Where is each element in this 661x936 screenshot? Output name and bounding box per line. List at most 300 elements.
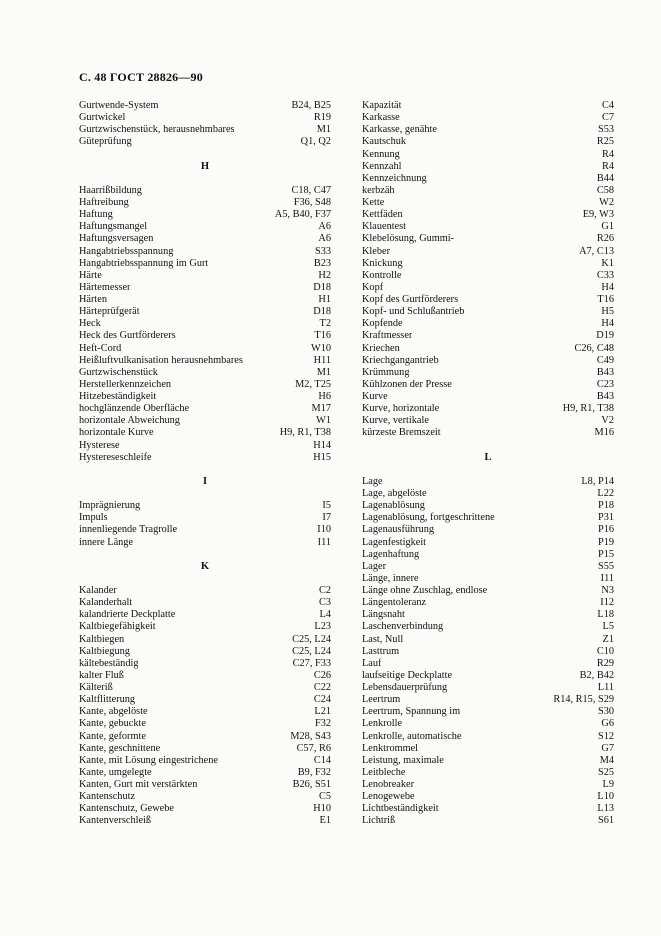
index-term: Kriechgangantrieb (362, 354, 439, 366)
index-term: Kontrolle (362, 269, 402, 281)
index-reference: C5 (318, 791, 331, 803)
index-reference: C26, C48 (574, 342, 614, 354)
index-term: laufseitige Deckplatte (362, 669, 453, 681)
index-entry (362, 561, 614, 573)
index-reference: B23 (313, 257, 331, 269)
index-reference: H9, R1, T38 (279, 427, 331, 439)
index-term: Lenktrommel (362, 742, 419, 754)
index-term: Haftreibung (79, 197, 129, 208)
index-column-right (362, 100, 614, 828)
section-letter-heading: I (202, 475, 208, 487)
index-reference: L8, P14 (581, 475, 614, 487)
index-reference: M1 (316, 124, 331, 136)
index-term: Kriechen (362, 342, 400, 354)
index-entry (79, 537, 331, 549)
index-term: Kaltbiegefähigkeit (79, 621, 156, 633)
index-entry (362, 718, 614, 730)
index-entry (79, 258, 331, 270)
index-reference: A5, B40, F37 (274, 209, 331, 221)
index-entry (362, 282, 614, 294)
index-entry (362, 355, 614, 367)
index-reference: A6 (318, 221, 331, 233)
index-reference: F32 (314, 718, 331, 730)
index-reference: T16 (597, 294, 614, 305)
index-reference: P16 (597, 524, 614, 536)
index-reference: V2 (601, 415, 614, 427)
index-reference: L18 (597, 609, 614, 621)
index-term: Härtemesser (79, 281, 131, 293)
index-entry (362, 258, 614, 270)
section-letter-heading: K (200, 560, 210, 572)
section-spacer (362, 440, 614, 452)
index-entry (362, 743, 614, 755)
index-term: Kühlzonen der Presse (362, 378, 452, 390)
index-entry (79, 682, 331, 694)
index-reference: S61 (597, 815, 614, 827)
index-term: Heißluftvulkanisation herausnehmbares (79, 354, 243, 366)
index-reference: L21 (314, 706, 331, 718)
index-reference: L4 (319, 609, 331, 621)
section-spacer (79, 488, 331, 500)
index-reference: D19 (596, 330, 614, 342)
index-reference: E9, W3 (582, 209, 614, 221)
index-entry (79, 246, 331, 258)
index-reference: S12 (597, 730, 614, 742)
index-entry (79, 815, 331, 827)
index-reference: C33 (596, 269, 614, 281)
section-spacer (79, 149, 331, 161)
index-term: Kraftmesser (362, 330, 413, 342)
index-entry (362, 476, 614, 488)
index-entry (79, 597, 331, 609)
index-entry (362, 427, 614, 439)
index-term: Lichtriß (362, 815, 396, 827)
index-entry (362, 197, 614, 209)
index-reference: T16 (314, 330, 331, 342)
index-term: Leitbleche (362, 766, 406, 778)
index-reference: L22 (597, 488, 614, 499)
index-entry (362, 415, 614, 427)
index-entry (79, 779, 331, 791)
index-entry (79, 512, 331, 524)
index-reference: W2 (599, 197, 614, 208)
index-term: Lichtbeständigkeit (362, 803, 439, 815)
index-term: Kaltflitterung (79, 694, 136, 706)
index-reference: W10 (310, 342, 331, 354)
index-reference: C7 (601, 112, 614, 124)
index-entry (79, 440, 331, 452)
index-entry (362, 112, 614, 124)
index-entry (79, 221, 331, 233)
index-entry (362, 779, 614, 791)
index-entry (79, 403, 331, 415)
index-reference: I7 (322, 512, 331, 524)
index-entry (362, 318, 614, 330)
index-term: Kante, gebuckte (79, 718, 146, 730)
index-term: Kante, mit Lösung eingestrichene (79, 754, 218, 766)
section-spacer (79, 464, 331, 476)
index-entry (362, 185, 614, 197)
index-term: Laschenverbindung (362, 621, 444, 633)
index-reference: H6 (318, 391, 331, 402)
index-entry (79, 306, 331, 318)
index-reference: H4 (601, 281, 614, 293)
index-term: Lagenablösung (362, 500, 425, 512)
index-term: Kautschuk (362, 136, 407, 148)
index-reference: M1 (316, 366, 331, 378)
index-term: Lager (362, 560, 387, 572)
index-entry (79, 427, 331, 439)
index-entry (79, 355, 331, 367)
index-term: Kopfende (362, 318, 403, 330)
index-term: Kopf des Gurtförderers (362, 294, 459, 305)
index-entry (362, 221, 614, 233)
index-entry (79, 294, 331, 306)
index-entry (362, 124, 614, 136)
index-reference: L10 (597, 791, 614, 803)
index-term: Heck des Gurtförderers (79, 330, 176, 342)
index-term: Lagenausführung (362, 524, 435, 536)
index-term: kalter Fluß (79, 669, 124, 681)
index-reference: L9 (602, 779, 614, 790)
index-reference: H11 (313, 354, 331, 366)
index-entry (362, 791, 614, 803)
index-term: kürzeste Bremszeit (362, 427, 441, 439)
index-reference: G1 (601, 221, 614, 233)
index-reference: P19 (597, 536, 614, 548)
index-reference: H10 (313, 803, 331, 815)
index-term: Kennzeichnung (362, 172, 427, 184)
index-term: Längentoleranz (362, 597, 427, 609)
index-entry (79, 646, 331, 658)
index-reference: P15 (597, 548, 614, 560)
index-reference: C22 (313, 682, 331, 693)
index-entry (79, 670, 331, 682)
index-reference: B44 (596, 172, 614, 184)
index-reference: S25 (597, 766, 614, 778)
index-term: Kurve (362, 391, 388, 402)
index-term: Härte (79, 269, 102, 281)
index-entry (79, 621, 331, 633)
index-term: Karkasse, genähte (362, 124, 437, 136)
index-reference: M28, S43 (290, 730, 331, 742)
index-reference: B43 (596, 366, 614, 378)
page-header: С. 48 ГОСТ 28826—90 (79, 70, 203, 84)
index-reference: L13 (597, 803, 614, 815)
index-term: Klauentest (362, 221, 407, 233)
index-entry (79, 367, 331, 379)
index-reference: C25, L24 (292, 633, 331, 645)
index-entry (362, 233, 614, 245)
index-entry (79, 743, 331, 755)
index-term: Länge ohne Zuschlag, endlose (362, 585, 488, 596)
index-entry (362, 246, 614, 258)
index-reference: R25 (596, 136, 614, 148)
index-reference: H5 (601, 306, 614, 318)
index-term: Leistung, maximale (362, 754, 444, 766)
index-reference: S33 (314, 245, 331, 257)
index-term: kerbzäh (362, 184, 395, 196)
index-entry (79, 524, 331, 536)
index-entry (79, 391, 331, 403)
index-term: Kopf (362, 281, 384, 293)
section-spacer (79, 549, 331, 561)
index-reference: H2 (318, 269, 331, 281)
section-spacer (362, 464, 614, 476)
index-term: Kante, geschnittene (79, 742, 161, 754)
index-term: Güteprüfung (79, 136, 132, 148)
index-entry (362, 343, 614, 355)
index-reference: R4 (601, 160, 614, 172)
index-term: Herstellerkennzeichen (79, 378, 172, 390)
index-term: Gurtzwischenstück (79, 366, 158, 378)
index-term: Lenogewebe (362, 791, 415, 803)
index-reference: B9, F32 (297, 766, 331, 778)
index-entry (79, 803, 331, 815)
index-entry (362, 136, 614, 148)
index-term: Kennzahl (362, 160, 402, 172)
index-reference: S30 (597, 706, 614, 718)
index-term: Kalanderhalt (79, 597, 133, 609)
index-term: Härteprüfgerät (79, 306, 140, 318)
index-reference: Q1, Q2 (300, 136, 331, 148)
index-entry (362, 391, 614, 403)
index-entry (79, 694, 331, 706)
index-reference: S55 (597, 560, 614, 572)
index-term: Kaltbiegen (79, 633, 125, 645)
index-entry (362, 403, 614, 415)
index-reference: H4 (601, 318, 614, 330)
index-reference: B24, B25 (291, 100, 331, 111)
index-term: Klebelösung, Gummi- (362, 233, 455, 245)
index-term: Kettfäden (362, 209, 403, 221)
index-reference: D18 (313, 306, 331, 318)
index-entry (79, 658, 331, 670)
index-term: Gurtzwischenstück, herausnehmbares (79, 124, 235, 136)
index-reference: C49 (596, 354, 614, 366)
index-term: Hangabtriebsspannung (79, 245, 174, 257)
index-entry (362, 173, 614, 185)
index-term: Krümmung (362, 366, 410, 378)
index-entry (362, 524, 614, 536)
index-reference: B26, S51 (292, 779, 331, 790)
index-term: Kalander (79, 585, 117, 596)
index-reference: C2 (318, 585, 331, 596)
index-reference: C26 (313, 669, 331, 681)
index-entry (362, 500, 614, 512)
index-entry (79, 270, 331, 282)
index-term: Lenobreaker (362, 779, 415, 790)
index-term: Länge, innere (362, 572, 419, 584)
index-term: Kantenverschleiß (79, 815, 152, 827)
index-entry (362, 682, 614, 694)
index-term: Haftungsversagen (79, 233, 154, 245)
index-term: Knickung (362, 257, 403, 269)
index-term: Hangabtriebsspannung im Gurt (79, 257, 209, 269)
section-spacer (79, 173, 331, 185)
index-reference: M2, T25 (295, 378, 331, 390)
index-entry (362, 634, 614, 646)
index-term: Leertrum, Spannung im (362, 706, 461, 718)
index-entry (362, 161, 614, 173)
index-term: Kante, geformte (79, 730, 146, 742)
index-term: Hitzebeständigkeit (79, 391, 157, 402)
index-term: Kante, abgelöste (79, 706, 148, 718)
index-term: kältebeständig (79, 657, 139, 669)
index-reference: P18 (597, 500, 614, 512)
index-entry (79, 112, 331, 124)
index-entry (79, 755, 331, 767)
index-entry (362, 658, 614, 670)
index-reference: Z1 (602, 633, 614, 645)
index-entry (362, 537, 614, 549)
index-term: horizontale Abweichung (79, 415, 180, 427)
index-entry (362, 585, 614, 597)
index-entry (362, 209, 614, 221)
index-reference: T2 (319, 318, 331, 330)
index-reference: W1 (316, 415, 331, 427)
index-reference: H15 (313, 451, 331, 463)
index-reference: A7, C13 (579, 245, 614, 257)
index-entry (79, 282, 331, 294)
index-entry (362, 512, 614, 524)
index-term: Heck (79, 318, 101, 330)
index-term: Lagenfestigkeit (362, 536, 427, 548)
index-term: Kleber (362, 245, 391, 257)
index-term: Karkasse (362, 112, 400, 124)
index-term: Kopf- und Schlußantrieb (362, 306, 465, 318)
index-entry (362, 621, 614, 633)
index-reference: C57, R6 (296, 742, 331, 754)
index-reference: N3 (601, 585, 614, 596)
index-entry (362, 609, 614, 621)
index-entry (362, 367, 614, 379)
index-entry (362, 100, 614, 112)
index-reference: H14 (313, 439, 331, 451)
index-term: Kapazität (362, 100, 402, 111)
index-term: Härten (79, 294, 108, 305)
index-reference: C4 (601, 100, 614, 111)
index-entry (362, 670, 614, 682)
index-entry (362, 549, 614, 561)
index-reference: L11 (597, 682, 614, 693)
index-term: Kurve, horizontale (362, 403, 440, 415)
index-reference: G7 (601, 742, 614, 754)
index-reference: D18 (313, 281, 331, 293)
index-term: Gurtwende-System (79, 100, 159, 111)
index-column-left (79, 100, 331, 828)
index-reference: R26 (596, 233, 614, 245)
index-entry (362, 755, 614, 767)
index-reference: C24 (313, 694, 331, 706)
index-entry (79, 136, 331, 148)
index-term: Heft-Cord (79, 342, 122, 354)
index-term: Imprägnierung (79, 500, 141, 512)
index-entry (362, 815, 614, 827)
index-entry (79, 209, 331, 221)
index-reference: R19 (313, 112, 331, 124)
index-term: Haarrißbildung (79, 184, 142, 196)
index-entry (362, 306, 614, 318)
section-letter-heading: H (200, 160, 210, 172)
index-term: Lagenablösung, fortgeschrittene (362, 512, 495, 524)
index-entry (79, 585, 331, 597)
index-term: hochglänzende Oberfläche (79, 403, 190, 415)
index-entry (79, 330, 331, 342)
index-entry (79, 731, 331, 743)
index-reference: C14 (313, 754, 331, 766)
index-reference: P31 (597, 512, 614, 524)
index-term: Kante, umgelegte (79, 766, 152, 778)
index-reference: L23 (314, 621, 331, 633)
index-term: Hysterese (79, 439, 120, 451)
index-term: Haftungsmangel (79, 221, 148, 233)
index-reference: I10 (317, 524, 331, 536)
index-entry (79, 318, 331, 330)
index-reference: C58 (596, 184, 614, 196)
index-entry (362, 646, 614, 658)
index-entry (79, 185, 331, 197)
index-term: Kantenschutz, Gewebe (79, 803, 174, 815)
section-letter-heading: L (484, 451, 492, 463)
index-entry (79, 767, 331, 779)
index-reference: C27, F33 (292, 657, 331, 669)
index-term: Haftung (79, 209, 113, 221)
index-term: Gurtwickel (79, 112, 126, 124)
index-entry (362, 488, 614, 500)
index-term: Kette (362, 197, 385, 208)
index-reference: E1 (319, 815, 331, 827)
index-term: Lage, abgelöste (362, 488, 427, 499)
index-reference: C18, C47 (291, 184, 331, 196)
index-reference: A6 (318, 233, 331, 245)
index-reference: B43 (596, 391, 614, 402)
index-term: Kälteriß (79, 682, 113, 693)
index-entry (362, 597, 614, 609)
index-reference: L5 (602, 621, 614, 633)
index-term: Längsnaht (362, 609, 405, 621)
index-reference: C23 (596, 378, 614, 390)
index-term: Lenkrolle, automatische (362, 730, 462, 742)
index-term: Lasttrum (362, 645, 400, 657)
index-term: Hystereseschleife (79, 451, 152, 463)
index-entry (79, 452, 331, 464)
index-term: Impuls (79, 512, 108, 524)
index-entry (79, 791, 331, 803)
index-entry (362, 731, 614, 743)
index-entry (79, 343, 331, 355)
index-reference: B2, B42 (579, 669, 614, 681)
index-entry (79, 100, 331, 112)
index-entry (79, 124, 331, 136)
index-entry (79, 415, 331, 427)
index-term: innenliegende Tragrolle (79, 524, 178, 536)
index-reference: M17 (311, 403, 331, 415)
index-reference: I12 (600, 597, 614, 609)
index-reference: K1 (601, 257, 614, 269)
index-entry (79, 706, 331, 718)
index-reference: M4 (599, 754, 614, 766)
index-reference: C25, L24 (292, 645, 331, 657)
index-reference: F36, S48 (293, 197, 331, 208)
index-entry (79, 197, 331, 209)
index-term: Lagenhaftung (362, 548, 420, 560)
index-entry (362, 379, 614, 391)
section-spacer (79, 573, 331, 585)
index-reference: C10 (596, 645, 614, 657)
index-term: Lauf (362, 657, 382, 669)
index-term: Lenkrolle (362, 718, 403, 730)
